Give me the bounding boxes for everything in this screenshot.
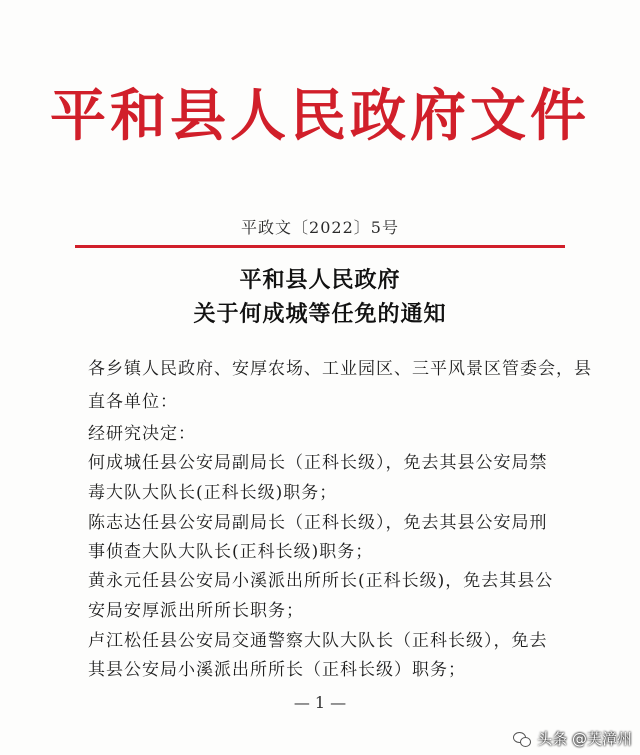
body-line: 安局安厚派出所所长职务；: [88, 601, 304, 621]
body-line: 事侦查大队大队长(正科长级)职务；: [88, 542, 374, 562]
body-line: 毒大队大队长(正科长级)职务；: [88, 483, 338, 503]
body-line: 黄永元任县公安局小溪派出所所长(正科长级)，免去其县公: [88, 571, 554, 591]
notice-title-line1: 平和县人民政府: [239, 267, 401, 293]
wechat-icon: [513, 732, 531, 746]
body-line: 卢江松任县公安局交通警察大队大队长（正科长级），免去: [88, 631, 548, 651]
body-line: 何成城任县公安局副局长（正科长级），免去其县公安局禁: [88, 453, 548, 473]
document-number: 平政文〔2022〕5号: [241, 218, 399, 237]
red-divider-line: [75, 245, 565, 248]
watermark: [513, 728, 632, 749]
notice-title-line2: 关于何成城等任免的通知: [193, 301, 447, 327]
body-line: 陈志达任县公安局副局长（正科长级），免去其县公安局刑: [88, 513, 548, 533]
document-header-title: 平和县人民政府文件: [50, 83, 590, 149]
body-line: 各乡镇人民政府、安厚农场、工业园区、三平风景区管委会，县: [88, 359, 592, 379]
watermark-text: 头条 @芙漳州: [537, 730, 632, 748]
body-line: 经研究决定：: [88, 424, 196, 444]
body-line: 其县公安局小溪派出所所长（正科长级）职务；: [88, 660, 466, 680]
page-number: — 1 —: [293, 693, 347, 712]
body-line: 直各单位：: [88, 392, 178, 412]
